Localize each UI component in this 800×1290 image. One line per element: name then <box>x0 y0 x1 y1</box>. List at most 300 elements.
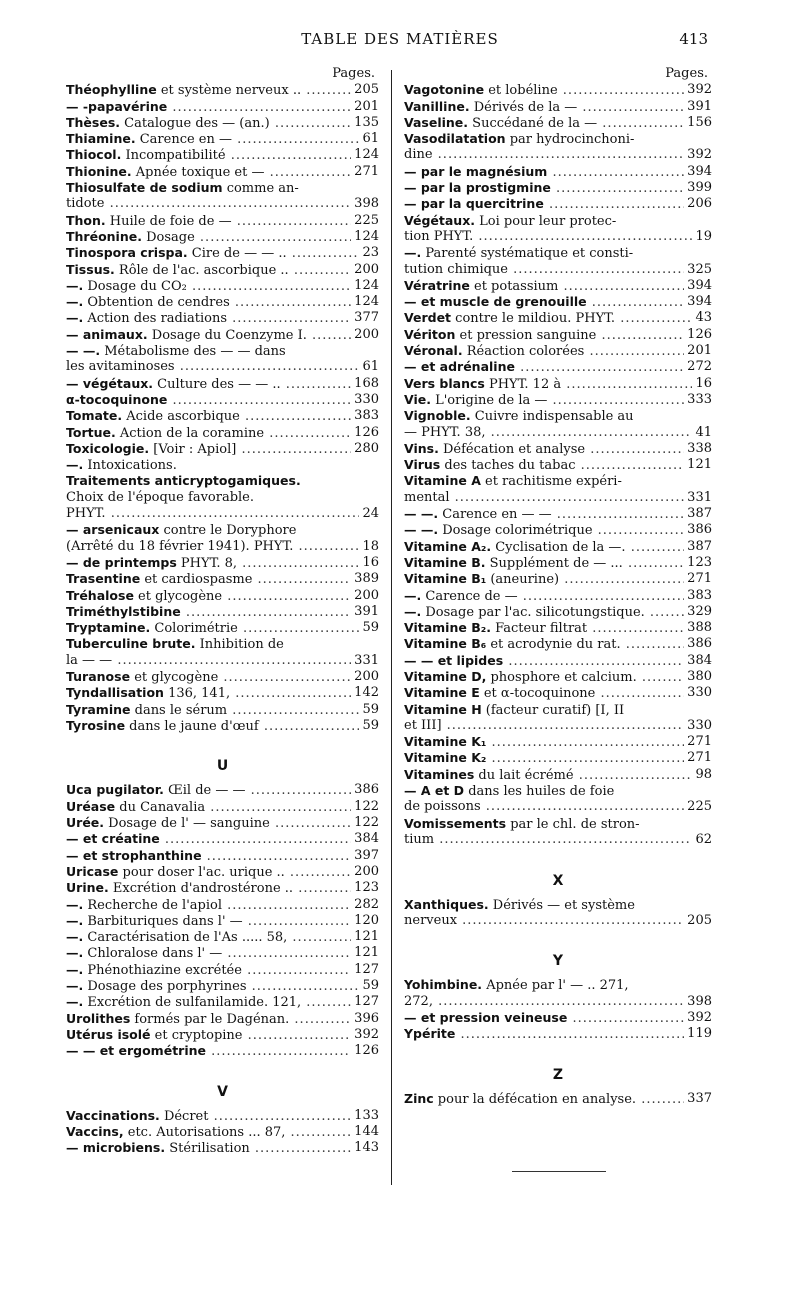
index-entry <box>66 278 379 294</box>
entry-text <box>404 669 684 685</box>
entry-headword: —. <box>66 294 84 310</box>
entry-text <box>66 229 351 245</box>
entry-text <box>66 1011 351 1027</box>
entry-description: Carence en — <box>135 132 233 148</box>
index-entry <box>66 913 379 929</box>
entry-text <box>66 1124 351 1140</box>
entry-headword: Véronal. <box>404 343 463 359</box>
index-entry <box>404 473 712 489</box>
entry-page: 271 <box>354 163 379 179</box>
entry-description: et système nerveux .. <box>156 83 302 99</box>
entry-page: 121 <box>687 457 712 473</box>
entry-page <box>709 816 712 832</box>
index-entry <box>66 392 379 408</box>
entry-text <box>404 588 684 604</box>
entry-page: 325 <box>687 261 712 277</box>
entry-description: Supplément de — ... <box>485 555 623 571</box>
entry-text <box>404 294 684 310</box>
entry-page <box>376 180 379 196</box>
entry-headword: — —. <box>66 343 101 359</box>
entry-page: 386 <box>354 782 379 798</box>
left-column <box>66 66 379 1157</box>
entry-headword: Tissus. <box>66 261 115 277</box>
index-entry <box>66 962 379 978</box>
entry-description: Stérilisation <box>165 1141 250 1157</box>
entry-text <box>404 310 692 326</box>
entry-headword: — -papavérine <box>66 98 168 114</box>
entry-headword: Vie. <box>404 391 431 407</box>
entry-headword: — par la quercitrine <box>404 196 544 212</box>
entry-headword: —. <box>66 945 84 961</box>
entry-page: 24 <box>362 506 379 522</box>
entry-description: Dosage colorimétrique <box>438 523 593 539</box>
index-entry <box>404 588 712 604</box>
index-entry <box>66 245 379 261</box>
entry-text <box>404 555 684 571</box>
pages-label-left: Pages. <box>332 66 375 81</box>
index-entry <box>66 978 379 994</box>
entry-page: 330 <box>687 685 712 701</box>
entry-page: 380 <box>687 668 712 684</box>
entry-text <box>66 1140 351 1156</box>
index-entry <box>66 539 379 555</box>
entry-headword: Tuberculine brute. <box>66 636 196 652</box>
entry-description: Cire de — — .. <box>187 246 287 262</box>
entry-text <box>404 343 684 359</box>
entry-text <box>66 376 351 392</box>
index-entry <box>66 262 379 278</box>
entry-text <box>404 457 684 473</box>
page-header <box>0 30 800 54</box>
entry-description: PHYT. 8, <box>176 555 238 571</box>
index-entry <box>66 848 379 864</box>
index-entry <box>404 1091 712 1107</box>
entry-headword: —. <box>66 912 84 928</box>
entry-text <box>404 213 709 229</box>
entry-description: Dosage de l' — sanguine <box>104 816 270 832</box>
entry-description: PHYT. 12 à <box>484 376 562 392</box>
entry-page: 205 <box>354 82 379 98</box>
entry-page: 391 <box>687 98 712 114</box>
entry-headword: —. <box>66 929 84 945</box>
entry-description: Loi pour leur protec- <box>475 213 617 229</box>
entry-page: 41 <box>695 424 712 440</box>
entry-headword: Vitamine A₂. <box>404 538 492 554</box>
entry-headword: —. <box>66 457 84 473</box>
section-letter-v: V <box>217 1083 228 1100</box>
entry-text <box>66 685 351 701</box>
entry-headword: Vaseline. <box>404 114 469 130</box>
entry-text <box>404 359 684 375</box>
entry-text <box>66 359 359 375</box>
entry-description: Dérivés — et système <box>488 897 635 913</box>
entry-page: 338 <box>687 440 712 456</box>
index-entry <box>66 555 379 571</box>
index-entry <box>404 408 712 424</box>
entry-page: 126 <box>354 1043 379 1059</box>
entry-page: 143 <box>354 1140 379 1156</box>
index-entry <box>404 750 712 766</box>
entry-text <box>66 473 376 489</box>
entry-page: 392 <box>687 147 712 163</box>
index-entry <box>66 99 379 115</box>
entry-description: Facteur filtrat <box>490 621 588 637</box>
entry-page <box>709 977 712 993</box>
index-entry <box>404 376 712 392</box>
entry-text <box>66 490 376 506</box>
entry-page: 59 <box>362 701 379 717</box>
entry-text <box>404 702 709 718</box>
index-entry <box>66 799 379 815</box>
entry-headword: — — et ergométrine <box>66 1043 206 1059</box>
entry-description: Incompatibilité <box>121 148 226 164</box>
index-entry <box>404 669 712 685</box>
entry-text <box>404 1010 684 1026</box>
entry-page: 330 <box>354 391 379 407</box>
entry-page: 98 <box>695 766 712 782</box>
entry-page: 389 <box>354 571 379 587</box>
entry-page: 200 <box>354 261 379 277</box>
entry-headword: —. <box>404 603 422 619</box>
entry-page: 121 <box>354 929 379 945</box>
entry-text <box>404 1091 684 1107</box>
entry-page: 16 <box>695 375 712 391</box>
entry-headword: —. <box>66 961 84 977</box>
entry-text <box>404 229 692 245</box>
entry-description: et acrodynie du rat. <box>486 637 621 653</box>
index-entry <box>66 864 379 880</box>
entry-page: 142 <box>354 685 379 701</box>
entry-headword: Vitamine H <box>404 701 482 717</box>
right-column <box>404 66 712 1107</box>
entry-headword: Tyramine <box>66 701 131 717</box>
entry-text <box>66 441 351 457</box>
entry-headword: — végétaux. <box>66 375 154 391</box>
index-entry <box>404 457 712 473</box>
entry-page: 394 <box>687 163 712 179</box>
entry-description: tution chimique <box>404 261 508 277</box>
entry-headword: — par la prostigmine <box>404 180 551 196</box>
entry-description: et glycogène <box>133 588 223 604</box>
entry-text <box>404 376 692 392</box>
page-number: 413 <box>679 30 708 48</box>
entry-headword: — de printemps <box>66 554 177 570</box>
entry-page: 386 <box>687 636 712 652</box>
index-entry <box>66 588 379 604</box>
entry-description: Choix de l'époque favorable. <box>66 489 255 505</box>
entry-page: 398 <box>687 993 712 1009</box>
entry-headword: Vitamine B. <box>404 554 486 570</box>
entry-text <box>404 164 684 180</box>
index-entry <box>404 441 712 457</box>
index-entry <box>66 180 379 196</box>
index-entry <box>66 147 379 163</box>
entry-page: 388 <box>687 620 712 636</box>
entry-description: de poissons <box>404 799 481 815</box>
entry-page: 61 <box>362 131 379 147</box>
index-entry <box>404 327 712 343</box>
index-entry <box>66 653 379 669</box>
entry-headword: —. <box>66 310 84 326</box>
entry-text <box>66 164 351 180</box>
entry-headword: — et créatine <box>66 831 160 847</box>
entry-page <box>709 473 712 489</box>
index-entry <box>66 685 379 701</box>
entry-text <box>404 327 684 343</box>
entry-page: 23 <box>362 245 379 261</box>
entry-description: PHYT. <box>66 506 106 522</box>
entry-headword: Toxicologie. <box>66 440 150 456</box>
entry-page: 201 <box>354 98 379 114</box>
entry-description: Culture des — — .. <box>153 376 281 392</box>
entry-text <box>66 702 359 718</box>
entry-headword: Vitamine B₁ <box>404 571 487 587</box>
entry-headword: Thiosulfate de sodium <box>66 180 223 196</box>
entry-page: 383 <box>354 408 379 424</box>
entry-text <box>66 815 351 831</box>
entry-description: formés par le Dagénan. <box>130 1011 290 1027</box>
entry-text <box>404 473 709 489</box>
entry-page: 391 <box>354 603 379 619</box>
entry-headword: Vagotonine <box>404 82 485 98</box>
index-entry <box>66 294 379 310</box>
entry-text <box>404 99 684 115</box>
entry-description: Excrétion de sulfanilamide. 121, <box>83 995 302 1011</box>
entry-page: 200 <box>354 863 379 879</box>
index-entry <box>404 196 712 212</box>
entry-text <box>66 196 351 212</box>
entry-page: 398 <box>354 196 379 212</box>
entry-description: Réaction colorées <box>462 344 585 360</box>
index-entry <box>66 815 379 831</box>
index-entry <box>404 82 712 98</box>
entry-page: 392 <box>687 82 712 98</box>
entry-headword: — arsenicaux <box>66 522 160 538</box>
entry-page: 61 <box>362 359 379 375</box>
index-entry <box>66 82 379 98</box>
index-entry <box>66 1140 379 1156</box>
entry-page: 282 <box>354 896 379 912</box>
entry-page: 272 <box>687 359 712 375</box>
index-entry <box>66 994 379 1010</box>
entry-description: [Voir : Apiol] <box>149 441 237 457</box>
entry-headword: Thèses. <box>66 114 121 130</box>
entry-page: 18 <box>362 538 379 554</box>
entry-description: 272, <box>404 993 433 1009</box>
index-entry <box>66 196 379 212</box>
index-entry <box>404 359 712 375</box>
entry-headword: — —. <box>404 506 439 522</box>
entry-headword: Verdet <box>404 310 452 326</box>
entry-text <box>66 408 351 424</box>
entry-headword: Uricase <box>66 863 119 879</box>
entry-headword: Vitamine B₆ <box>404 636 487 652</box>
index-entry <box>404 213 712 229</box>
entry-description: Cuivre indispensable au <box>470 409 634 425</box>
entry-text <box>66 718 359 734</box>
entry-page: 387 <box>687 538 712 554</box>
entry-page: 119 <box>687 1026 712 1042</box>
index-entry <box>66 473 379 489</box>
entry-text <box>66 147 351 163</box>
index-entry <box>404 262 712 278</box>
entry-page: 387 <box>687 506 712 522</box>
entry-description: nerveux <box>404 912 458 928</box>
entry-page: 386 <box>687 522 712 538</box>
index-entry <box>66 702 379 718</box>
entry-page: 124 <box>354 294 379 310</box>
entry-text <box>66 506 359 522</box>
entry-page: 330 <box>687 717 712 733</box>
entry-description: la — — <box>66 652 113 668</box>
entry-text <box>66 1027 351 1043</box>
entry-description: (aneurine) <box>486 572 560 588</box>
entry-headword: — par le magnésium <box>404 163 548 179</box>
entry-page <box>376 457 379 473</box>
entry-text <box>66 262 351 278</box>
entry-headword: — —. <box>404 522 439 538</box>
index-entry <box>66 636 379 652</box>
index-entry <box>66 782 379 798</box>
entry-text <box>66 99 351 115</box>
index-entry <box>66 571 379 587</box>
entry-headword: — et pression veineuse <box>404 1010 568 1026</box>
entry-headword: Tinospora crispa. <box>66 245 188 261</box>
index-entry <box>66 897 379 913</box>
entry-text <box>66 310 351 326</box>
entry-headword: Végétaux. <box>404 212 476 228</box>
entry-page: 123 <box>354 880 379 896</box>
index-entry <box>404 783 712 799</box>
entry-page: 225 <box>687 799 712 815</box>
entry-page: 271 <box>687 750 712 766</box>
entry-description: Métabolisme des — — dans <box>100 344 286 360</box>
entry-text <box>66 115 351 131</box>
entry-text <box>404 636 684 652</box>
entry-text <box>404 816 709 832</box>
index-entry <box>66 669 379 685</box>
entry-text <box>66 588 351 604</box>
entry-page: 200 <box>354 587 379 603</box>
entries-z <box>404 1091 712 1107</box>
entry-headword: — A et D <box>404 783 465 799</box>
entry-headword: Vignoble. <box>404 408 471 424</box>
entry-page: 271 <box>687 571 712 587</box>
index-entry <box>404 653 712 669</box>
entry-page <box>376 343 379 359</box>
entry-text <box>404 571 684 587</box>
entry-description: 136, 141, <box>163 686 231 702</box>
index-entry <box>404 897 712 913</box>
entry-description: pour doser l'ac. urique .. <box>118 864 285 880</box>
entry-headword: —. <box>404 587 422 603</box>
entry-description: dans le jaune d'œuf <box>125 718 259 734</box>
entry-headword: — — et lipides <box>404 652 504 668</box>
entry-description: par hydrocinchoni- <box>505 132 635 148</box>
entry-text <box>66 994 351 1010</box>
entry-headword: Utérus isolé <box>66 1026 151 1042</box>
entry-text <box>404 897 709 913</box>
entry-text <box>404 392 684 408</box>
entry-headword: Tyrosine <box>66 717 126 733</box>
index-entry <box>66 131 379 147</box>
index-entry <box>66 164 379 180</box>
entry-headword: —. <box>66 994 84 1010</box>
entry-description: (Arrêté du 18 février 1941). PHYT. <box>66 538 294 554</box>
running-title: TABLE DES MATIÈRES <box>301 30 499 48</box>
index-entry <box>404 702 712 718</box>
entry-text <box>66 799 351 815</box>
index-entry <box>404 604 712 620</box>
entry-text <box>66 213 351 229</box>
entry-text <box>404 718 684 734</box>
entry-description: Huile de foie de — <box>105 213 232 229</box>
entry-text <box>66 571 351 587</box>
entry-description: Dosage du Coenzyme I. <box>147 327 307 343</box>
entry-page: 59 <box>362 978 379 994</box>
entry-page: 59 <box>362 717 379 733</box>
entry-description: Cyclisation de la —. <box>491 539 626 555</box>
entry-text <box>66 327 351 343</box>
entry-page: 271 <box>687 734 712 750</box>
entry-text <box>66 848 351 864</box>
index-entry <box>66 1027 379 1043</box>
entry-text <box>404 506 684 522</box>
entry-description: Défécation et analyse <box>438 441 586 457</box>
entry-page: 59 <box>362 620 379 636</box>
entry-headword: — et adrénaline <box>404 359 515 375</box>
index-entry <box>404 392 712 408</box>
section-letter-z: Z <box>552 1066 564 1083</box>
entry-page: 126 <box>354 424 379 440</box>
index-entry <box>404 913 712 929</box>
index-entry <box>404 799 712 815</box>
entry-headword: Tortue. <box>66 424 116 440</box>
entry-headword: Virus <box>404 457 441 473</box>
column-divider <box>391 70 392 1185</box>
index-entry <box>66 620 379 636</box>
entry-description: Caractérisation de l'As ..... 58, <box>83 930 288 946</box>
entry-headword: — microbiens. <box>66 1140 166 1156</box>
entry-text <box>404 750 684 766</box>
entry-page: 384 <box>687 652 712 668</box>
entry-description: (facteur curatif) [I, II <box>481 702 625 718</box>
entry-page: 144 <box>354 1124 379 1140</box>
entry-headword: Vitamine K₁ <box>404 734 487 750</box>
end-rule <box>512 1171 606 1172</box>
entry-description: du Canavalia <box>115 799 206 815</box>
entry-headword: Thon. <box>66 212 106 228</box>
index-entry <box>66 425 379 441</box>
entry-text <box>404 604 684 620</box>
index-entry <box>66 327 379 343</box>
entry-description: Chloralose dans l' — <box>83 946 223 962</box>
index-entry <box>404 555 712 571</box>
index-entry <box>66 831 379 847</box>
entry-page: 399 <box>687 180 712 196</box>
index-entry <box>404 685 712 701</box>
index-entry <box>66 115 379 131</box>
entry-text <box>66 392 351 408</box>
entry-headword: Urée. <box>66 815 105 831</box>
entry-text <box>66 555 359 571</box>
entry-text <box>404 685 684 701</box>
entry-description: tidote <box>66 196 105 212</box>
index-entry <box>66 522 379 538</box>
entry-headword: Thiocol. <box>66 147 122 163</box>
entry-headword: Thréonine. <box>66 228 142 244</box>
entry-text <box>404 539 684 555</box>
